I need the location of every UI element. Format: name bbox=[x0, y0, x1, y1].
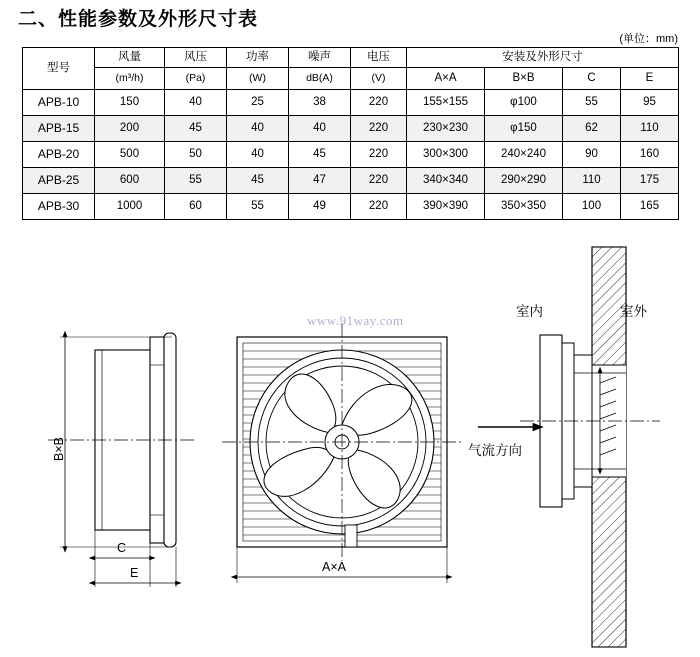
table-row bbox=[23, 90, 679, 116]
outdoor-label: 室外 bbox=[620, 304, 647, 319]
watermark-text: www.91way.com bbox=[307, 313, 404, 328]
cell-airflow: 500 bbox=[95, 142, 165, 168]
col-header-airflow: 风量 bbox=[95, 48, 165, 68]
cell-c: 110 bbox=[563, 168, 621, 194]
cell-power: 25 bbox=[227, 90, 289, 116]
col-subheader-noise-unit: dB(A) bbox=[289, 68, 351, 90]
cell-pressure: 45 bbox=[165, 116, 227, 142]
cell-model: APB-25 bbox=[23, 168, 95, 194]
col-subheader-pressure-unit: (Pa) bbox=[165, 68, 227, 90]
cell-airflow: 600 bbox=[95, 168, 165, 194]
cell-bb: 350×350 bbox=[485, 194, 563, 220]
unit-note: (单位：mm) bbox=[619, 33, 678, 45]
dimension-label-c: C bbox=[117, 541, 127, 555]
technical-drawing bbox=[0, 225, 700, 657]
cell-e: 95 bbox=[621, 90, 679, 116]
page-title: 二、性能参数及外形尺寸表 bbox=[18, 9, 259, 30]
cell-noise: 49 bbox=[289, 194, 351, 220]
cell-voltage: 220 bbox=[351, 90, 407, 116]
col-header-aa: A×A bbox=[407, 68, 485, 90]
cell-aa: 155×155 bbox=[407, 90, 485, 116]
cell-aa: 300×300 bbox=[407, 142, 485, 168]
cell-aa: 340×340 bbox=[407, 168, 485, 194]
cell-bb: 240×240 bbox=[485, 142, 563, 168]
cell-noise: 40 bbox=[289, 116, 351, 142]
cell-pressure: 60 bbox=[165, 194, 227, 220]
cell-voltage: 220 bbox=[351, 142, 407, 168]
cell-pressure: 40 bbox=[165, 90, 227, 116]
cell-e: 110 bbox=[621, 116, 679, 142]
col-subheader-voltage-unit: (V) bbox=[351, 68, 407, 90]
dimension-label-e: E bbox=[130, 566, 139, 580]
col-header-power: 功率 bbox=[227, 48, 289, 68]
table-row bbox=[23, 194, 679, 220]
cell-c: 62 bbox=[563, 116, 621, 142]
cell-pressure: 50 bbox=[165, 142, 227, 168]
cell-pressure: 55 bbox=[165, 168, 227, 194]
cell-e: 175 bbox=[621, 168, 679, 194]
cell-airflow: 1000 bbox=[95, 194, 165, 220]
dimension-label-aa: A×A bbox=[322, 560, 346, 574]
drawing-canvas bbox=[0, 225, 700, 657]
cell-aa: 390×390 bbox=[407, 194, 485, 220]
cell-e: 165 bbox=[621, 194, 679, 220]
table-row bbox=[23, 116, 679, 142]
indoor-label: 室内 bbox=[516, 304, 543, 319]
col-subheader-power-unit: (W) bbox=[227, 68, 289, 90]
cell-power: 40 bbox=[227, 116, 289, 142]
cell-power: 45 bbox=[227, 168, 289, 194]
cell-noise: 47 bbox=[289, 168, 351, 194]
col-header-noise: 噪声 bbox=[289, 48, 351, 68]
table-row bbox=[23, 142, 679, 168]
cell-noise: 38 bbox=[289, 90, 351, 116]
cell-c: 90 bbox=[563, 142, 621, 168]
cell-voltage: 220 bbox=[351, 168, 407, 194]
cell-c: 55 bbox=[563, 90, 621, 116]
cell-bb: φ100 bbox=[485, 90, 563, 116]
col-header-dimension-group: 安装及外形尺寸 bbox=[407, 48, 679, 68]
col-header-model: 型号 bbox=[23, 48, 95, 90]
cell-voltage: 220 bbox=[351, 116, 407, 142]
cell-power: 55 bbox=[227, 194, 289, 220]
spec-table bbox=[22, 47, 679, 220]
col-subheader-airflow-unit: (m³/h) bbox=[95, 68, 165, 90]
table-header-row-2 bbox=[23, 68, 679, 90]
dimension-label-bb: B×B bbox=[52, 437, 66, 461]
cell-model: APB-20 bbox=[23, 142, 95, 168]
airflow-direction-label: 气流方向 bbox=[468, 443, 522, 458]
col-header-voltage: 电压 bbox=[351, 48, 407, 68]
cell-noise: 45 bbox=[289, 142, 351, 168]
cell-c: 100 bbox=[563, 194, 621, 220]
col-header-bb: B×B bbox=[485, 68, 563, 90]
table-row bbox=[23, 168, 679, 194]
cell-model: APB-15 bbox=[23, 116, 95, 142]
cell-aa: 230×230 bbox=[407, 116, 485, 142]
cell-airflow: 200 bbox=[95, 116, 165, 142]
cell-model: APB-10 bbox=[23, 90, 95, 116]
col-header-c: C bbox=[563, 68, 621, 90]
col-header-pressure: 风压 bbox=[165, 48, 227, 68]
cell-airflow: 150 bbox=[95, 90, 165, 116]
cell-voltage: 220 bbox=[351, 194, 407, 220]
cell-bb: φ150 bbox=[485, 116, 563, 142]
cell-bb: 290×290 bbox=[485, 168, 563, 194]
cell-power: 40 bbox=[227, 142, 289, 168]
cell-e: 160 bbox=[621, 142, 679, 168]
table-header-row-1 bbox=[23, 48, 679, 68]
front-view bbox=[222, 323, 462, 583]
cell-model: APB-30 bbox=[23, 194, 95, 220]
col-header-e: E bbox=[621, 68, 679, 90]
